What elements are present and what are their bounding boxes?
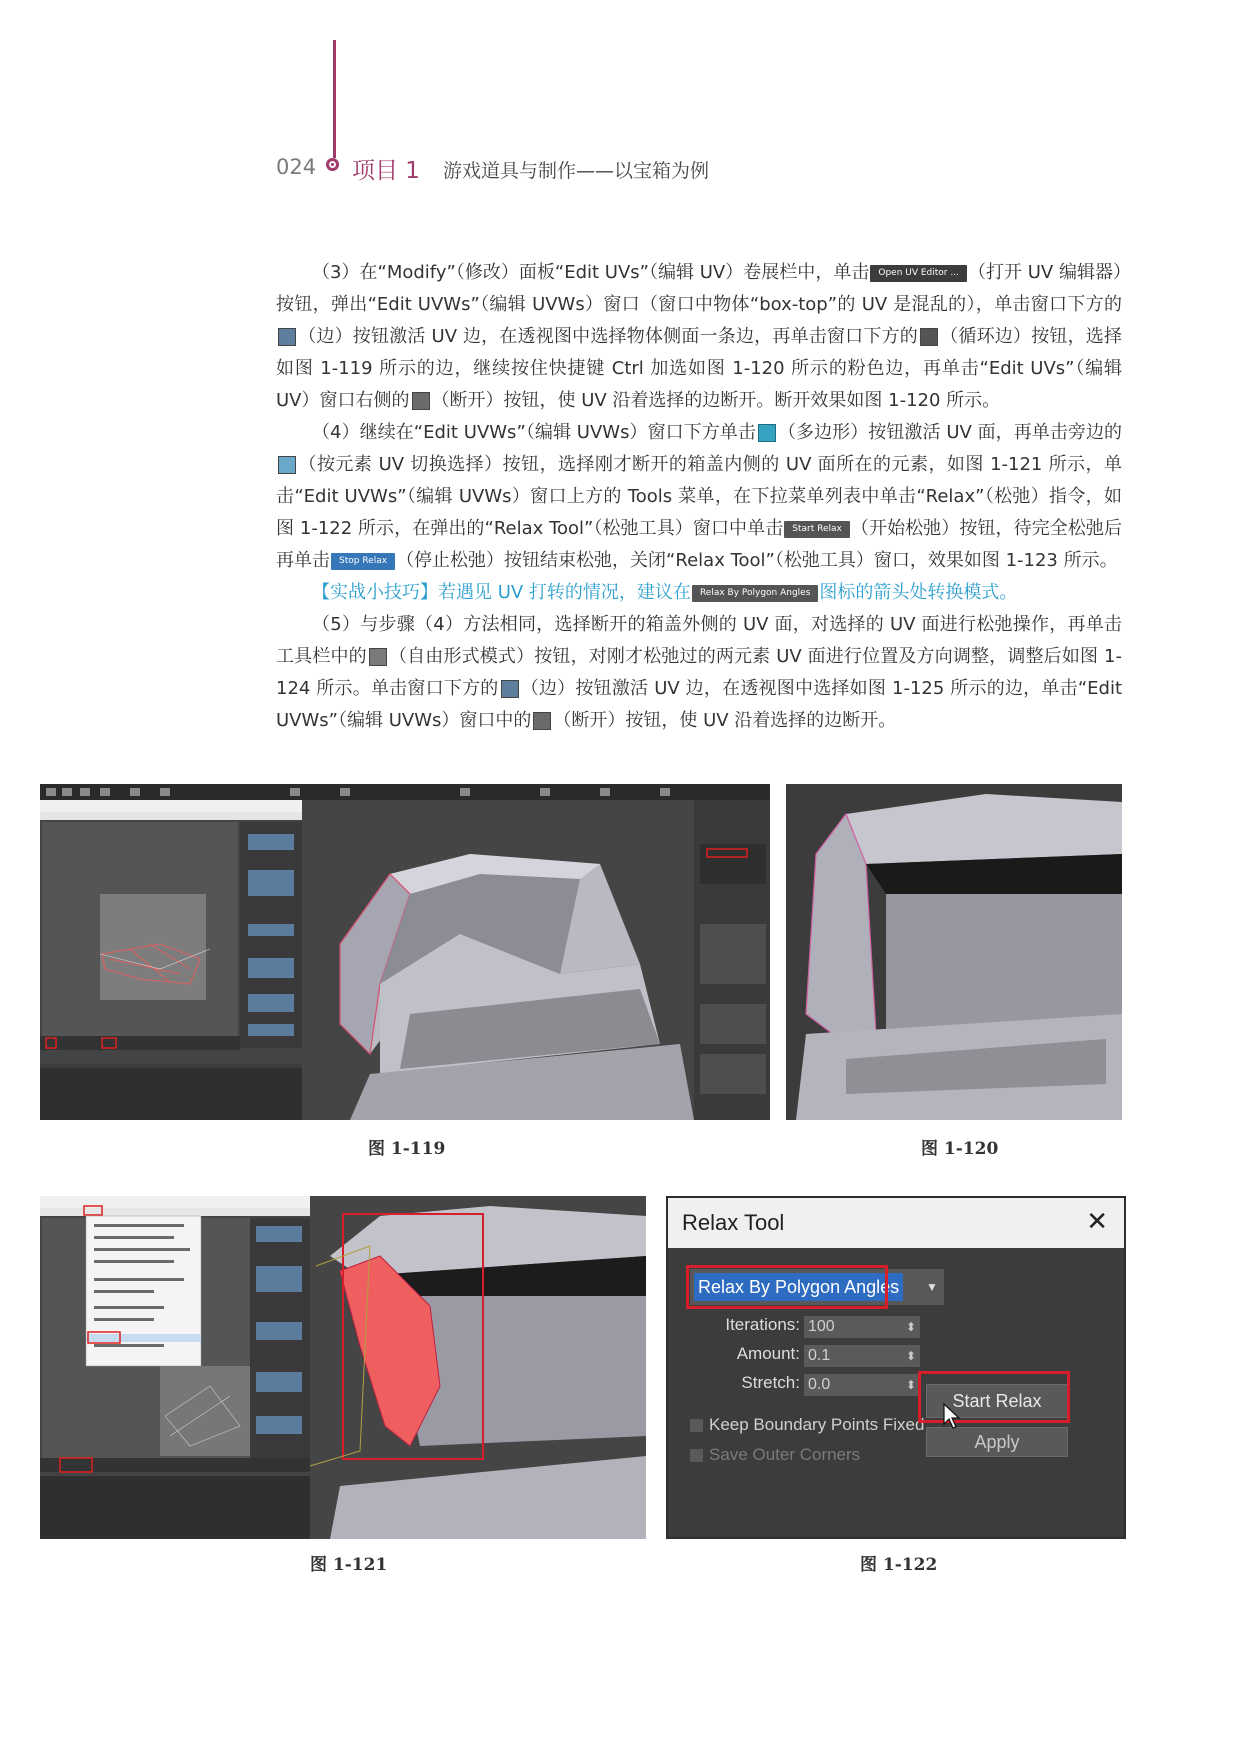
tip-text-1: 【实战小技巧】若遇见 UV 打转的情况，建议在: [312, 582, 691, 603]
apply-button[interactable]: Apply: [926, 1427, 1068, 1457]
figure-1-119-art: [40, 784, 770, 1120]
start-relax-button[interactable]: Start Relax: [926, 1384, 1068, 1418]
relax-tool-title: Relax Tool: [682, 1210, 785, 1235]
iterations-spinner[interactable]: 100 ⬍: [804, 1316, 920, 1338]
figure-1-121-art: [40, 1196, 646, 1539]
stretch-label: Stretch:: [741, 1373, 800, 1392]
iterations-label: Iterations:: [725, 1315, 800, 1334]
start-relax-chip: Start Relax: [784, 521, 850, 538]
caption-1-122: 图 1-122: [860, 1555, 938, 1575]
close-icon[interactable]: ✕: [1086, 1206, 1108, 1236]
caption-1-119: 图 1-119: [368, 1139, 446, 1159]
highlight-box-mode: [686, 1265, 888, 1309]
amount-label: Amount:: [736, 1344, 800, 1363]
mouse-cursor-icon: [942, 1402, 962, 1430]
para3-text-2: （打开 UV 编辑器）按钮，弹出“Edit UVWs”（编辑 UVWs）窗口（窗口中物体“box-top”的 UV 是混乱的），单击窗口下方的: [276, 262, 1122, 315]
para5-text-1: （5）与步骤（4）方法相同，选择断开的箱盖外侧的 UV 面，对选择的 UV 面进行松弛操作，再单击工具栏中的: [276, 614, 1122, 667]
para4-text-4: （开始松弛）按钮，待完全松弛后再单击: [276, 518, 1122, 571]
amount-spinner[interactable]: 0.1 ⬍: [804, 1345, 920, 1367]
relax-tool-dialog: [666, 1196, 1126, 1539]
para4-text-3: （按元素 UV 切换选择）按钮，选择刚才断开的箱盖内侧的 UV 面所在的元素，如图 1-121 所示，单击“Edit UVWs”（编辑 UVWs）窗口上方的 Tools 菜单，在下拉菜单列表中单击“Relax”（松弛）指令，如图 1-122 所示，在弹出的“Relax Tool”（松弛工具）窗口中单击: [276, 454, 1122, 539]
para3-text-4: （循环边）按钮，选择如图 1-119 所示的边，继续按住快捷键 Ctrl 加选如图 1-120 所示的粉色边，再单击“Edit UVs”（编辑 UV）窗口右侧的: [276, 326, 1122, 411]
tip-paragraph: [276, 577, 1122, 609]
figure-1-119-screenshot: [40, 784, 770, 1120]
break-icon-2: [533, 712, 551, 730]
project-label: 项目 1: [352, 158, 420, 184]
page-number: 024: [276, 155, 317, 179]
chevron-down-icon[interactable]: ▼: [920, 1269, 944, 1305]
relax-mode-chip: Relax By Polygon Angles: [692, 585, 818, 602]
paragraph-5: [276, 609, 1122, 737]
break-icon: [412, 392, 430, 410]
body-text: [276, 257, 1122, 737]
caption-1-121: 图 1-121: [310, 1555, 388, 1575]
figure-1-120-art: [786, 784, 1122, 1120]
edge-loop-icon: [920, 328, 938, 346]
save-outer-box: [690, 1449, 703, 1462]
edge-mode-icon-2: [501, 680, 519, 698]
header-rule: [333, 40, 336, 158]
paragraph-4: [276, 417, 1122, 577]
para3-text-5: （断开）按钮，使 UV 沿着选择的边断开。断开效果如图 1-120 所示。: [431, 390, 1001, 411]
para4-text-2: （多边形）按钮激活 UV 面，再单击旁边的: [777, 422, 1123, 443]
stop-relax-chip: Stop Relax: [331, 553, 395, 570]
highlight-box-start-relax: [918, 1371, 1070, 1423]
keep-boundary-checkbox[interactable]: [690, 1415, 924, 1435]
header-dot-icon: [326, 158, 339, 171]
para3-text-1: （3）在“Modify”（修改）面板“Edit UVs”（编辑 UV）卷展栏中，单击: [312, 262, 870, 283]
caption-1-120: 图 1-120: [921, 1139, 999, 1159]
open-uv-editor-chip: Open UV Editor ...: [870, 265, 967, 282]
chapter-title: 游戏道具与制作——以宝箱为例: [443, 160, 710, 182]
polygon-mode-icon: [758, 424, 776, 442]
edge-mode-icon: [278, 328, 296, 346]
para5-text-4: （断开）按钮，使 UV 沿着选择的边断开。: [553, 710, 897, 731]
save-outer-label: Save Outer Corners: [709, 1445, 861, 1464]
keep-boundary-box: [690, 1419, 703, 1432]
figure-1-121-screenshot: [40, 1196, 646, 1539]
para5-text-2: （自由形式模式）按钮，对刚才松弛过的两元素 UV 面进行位置及方向调整，调整后如图 1-124 所示。单击窗口下方的: [276, 646, 1122, 699]
para5-text-3: （边）按钮激活 UV 边，在透视图中选择如图 1-125 所示的边，单击“Edit UVWs”（编辑 UVWs）窗口中的: [276, 678, 1123, 731]
save-outer-checkbox[interactable]: [690, 1445, 860, 1465]
tip-text-2: 图标的箭头处转换模式。: [819, 582, 1018, 603]
para3-text-3: （边）按钮激活 UV 边，在透视图中选择物体侧面一条边，再单击窗口下方的: [298, 326, 918, 347]
stretch-spinner[interactable]: 0.0 ⬍: [804, 1374, 920, 1396]
paragraph-3: [276, 257, 1122, 417]
relax-mode-selected: Relax By Polygon Angles: [694, 1273, 903, 1301]
keep-boundary-label: Keep Boundary Points Fixed: [709, 1415, 925, 1434]
element-toggle-icon: [278, 456, 296, 474]
para4-text-5: （停止松弛）按钮结束松弛，关闭“Relax Tool”（松弛工具）窗口，效果如图 1-123 所示。: [396, 550, 1118, 571]
figure-1-120-screenshot: [786, 784, 1122, 1120]
para4-text-1: （4）继续在“Edit UVWs”（编辑 UVWs）窗口下方单击: [312, 422, 756, 443]
freeform-mode-icon: [369, 648, 387, 666]
